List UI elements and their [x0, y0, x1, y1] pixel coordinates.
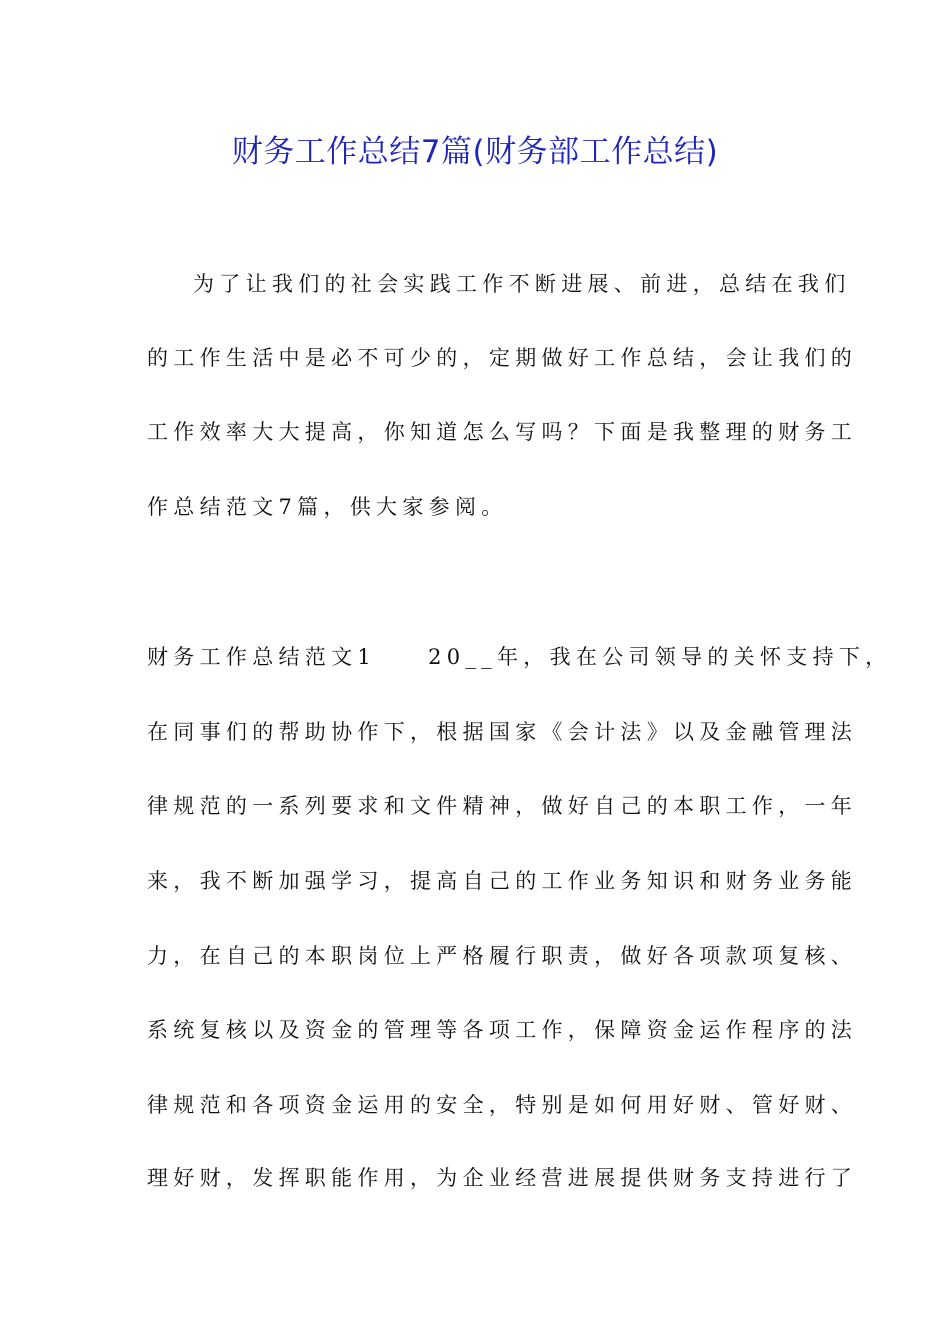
section-line-6: 系统复核以及资金的管理等各项工作，保障资金运作程序的法 — [147, 1018, 858, 1042]
section-line-3: 律规范的一系列要求和文件精神，做好自己的本职工作，一年 — [147, 794, 858, 818]
intro-line-3: 工作效率大大提高，你知道怎么写吗？下面是我整理的财务工 — [147, 420, 858, 444]
section-heading: 财务工作总结范文1 — [147, 645, 377, 669]
section-line-8: 理好财，发挥职能作用，为企业经营进展提供财务支持进行了 — [147, 1166, 858, 1190]
section-line-4: 来，我不断加强学习，提高自己的工作业务知识和财务业务能 — [147, 869, 858, 893]
section-line-2: 在同事们的帮助协作下，根据国家《会计法》以及金融管理法 — [147, 720, 858, 744]
intro-line-1: 为了让我们的社会实践工作不断进展、前进，总结在我们 — [193, 272, 851, 296]
section-line-7: 律规范和各项资金运用的安全，特别是如何用好财、管好财、 — [147, 1093, 858, 1117]
intro-line-2: 的工作生活中是必不可少的，定期做好工作总结，会让我们的 — [147, 346, 858, 370]
document-title: 财务工作总结7篇(财务部工作总结) — [231, 134, 719, 170]
section-opening-text: 20__年，我在公司领导的关怀支持下， — [428, 645, 892, 669]
section-first-line — [147, 642, 892, 672]
section-line-5: 力，在自己的本职岗位上严格履行职责，做好各项款项复核、 — [147, 944, 858, 968]
intro-line-4: 作总结范文7篇，供大家参阅。 — [147, 495, 508, 519]
